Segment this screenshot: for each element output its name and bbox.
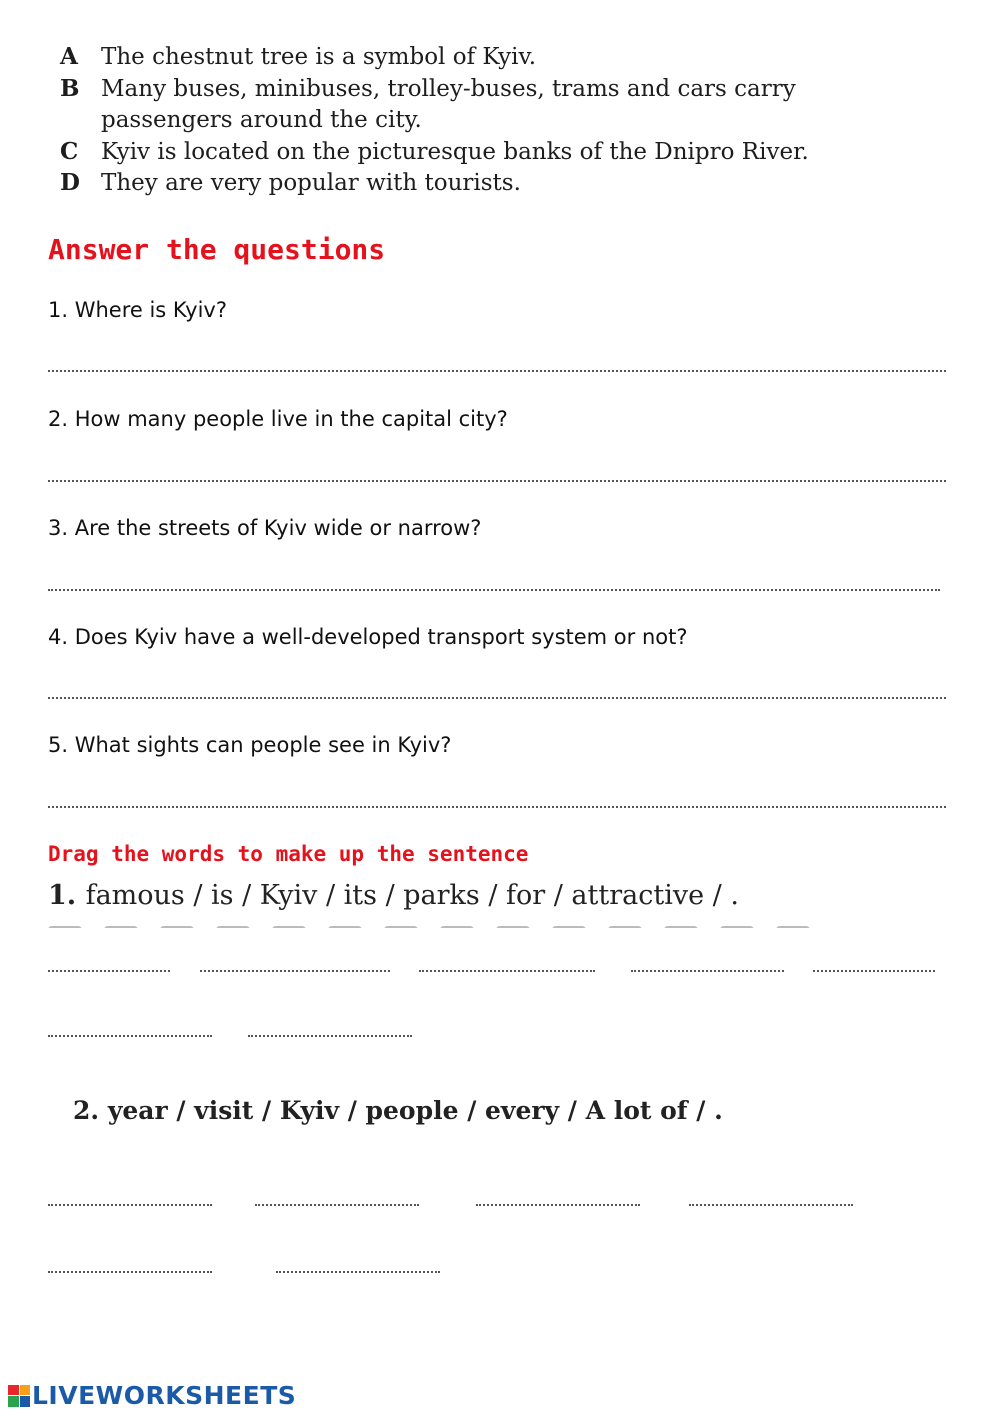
- question-3: 3. Are the streets of Kyiv wide or narrow?: [48, 516, 482, 540]
- option-letter: A: [60, 43, 78, 70]
- liveworksheets-logo: [8, 1381, 296, 1410]
- option-text: They are very popular with tourists.: [101, 170, 521, 196]
- logo-text: LIVEWORKSHEETS: [32, 1381, 297, 1410]
- drop-slot[interactable]: [48, 970, 170, 972]
- drop-slot[interactable]: [255, 1204, 419, 1206]
- answer-field-4[interactable]: [48, 697, 946, 699]
- drop-slot[interactable]: [48, 1271, 212, 1273]
- sentence-number: 2.: [73, 1096, 100, 1125]
- option-d: [60, 167, 521, 199]
- question-2: 2. How many people live in the capital city?: [48, 407, 508, 431]
- option-c: [60, 136, 809, 168]
- answer-field-2[interactable]: [48, 480, 946, 482]
- scrambled-words: famous / is / Kyiv / its / parks / for / attractive / .: [85, 880, 739, 911]
- drop-slot[interactable]: [48, 1035, 212, 1037]
- drop-slot[interactable]: [689, 1204, 853, 1206]
- drop-slot[interactable]: [276, 1271, 440, 1273]
- drop-slot[interactable]: [476, 1204, 640, 1206]
- drop-slot[interactable]: [248, 1035, 412, 1037]
- question-5: 5. What sights can people see in Kyiv?: [48, 733, 452, 757]
- option-text: The chestnut tree is a symbol of Kyiv.: [101, 44, 537, 70]
- question-1: 1. Where is Kyiv?: [48, 298, 228, 322]
- option-text-continuation: passengers around the city.: [101, 107, 422, 133]
- drop-slot[interactable]: [48, 1204, 212, 1206]
- drop-slot[interactable]: [419, 970, 595, 972]
- scrambled-words: year / visit / Kyiv / people / every / A lot of / .: [107, 1096, 723, 1125]
- answer-field-1[interactable]: [48, 370, 946, 372]
- drag-heading: Drag the words to make up the sentence: [48, 842, 529, 866]
- option-letter: B: [60, 75, 80, 102]
- scramble-sentence-1: [48, 880, 739, 911]
- option-letter: C: [60, 138, 79, 165]
- question-4: 4. Does Kyiv have a well-developed transport system or not?: [48, 625, 688, 649]
- logo-mark-icon: [8, 1385, 30, 1407]
- option-b: [60, 73, 796, 136]
- answer-field-3[interactable]: [48, 589, 940, 591]
- option-a: [60, 41, 536, 73]
- questions-heading: Answer the questions: [48, 233, 386, 266]
- drop-slot[interactable]: [631, 970, 784, 972]
- answer-field-5[interactable]: [48, 806, 946, 808]
- drop-slot[interactable]: [200, 970, 390, 972]
- option-text: Kyiv is located on the picturesque banks of the Dnipro River.: [101, 139, 809, 165]
- option-letter: D: [60, 169, 80, 196]
- sentence-number: 1.: [48, 880, 77, 911]
- option-text: Many buses, minibuses, trolley-buses, trams and cars carry: [101, 76, 796, 102]
- drop-slot[interactable]: [813, 970, 935, 972]
- cropped-text-edge: [48, 922, 848, 928]
- scramble-sentence-2: [73, 1096, 723, 1125]
